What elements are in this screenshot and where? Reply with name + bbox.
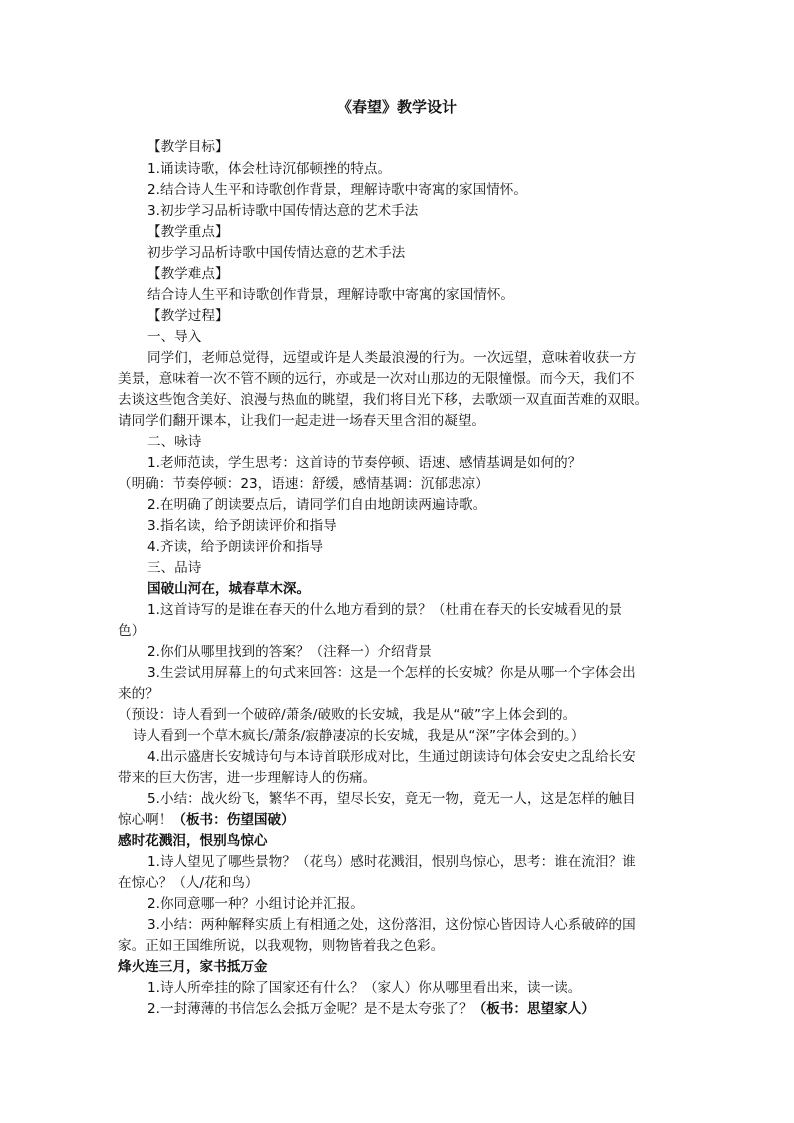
- analysis-q1-line: 色）: [118, 623, 146, 639]
- analysis-q4-line: 4.出示盛唐长安城诗句与本诗首联形成对比，生通过朗读诗句体会安史之乱给长安: [147, 749, 636, 765]
- objective-3: 3.初步学习品析诗歌中国传情达意的艺术手法: [147, 203, 419, 219]
- poem-line-2: 感时花溅泪，恨别鸟惊心: [118, 833, 268, 849]
- analysis-q1-line: 1.这首诗写的是谁在春天的什么地方看到的景？（杜甫在春天的长安城看见的景: [147, 602, 623, 618]
- recite-step-3: 3.指名读，给予朗读评价和指导: [147, 518, 337, 534]
- summary-2-line: 家。正如王国维所说，以我观物，则物皆着我之色彩。: [118, 938, 445, 954]
- recite-step-1: 1.老师范读，学生思考：这首诗的节奏停顿、语速、感情基调是如何的？: [147, 455, 582, 471]
- analysis2-q2: 2.你同意哪一种？小组讨论并汇报。: [147, 896, 364, 912]
- heading-key-points: 【教学重点】: [147, 224, 229, 240]
- board-note-2: （板书：思望家人）: [472, 1001, 595, 1017]
- recite-step-4: 4.齐读，给予朗读评价和指导: [147, 539, 324, 555]
- heading-objectives: 【教学目标】: [147, 139, 229, 155]
- objective-1: 1.诵读诗歌，体会杜诗沉郁顿挫的特点。: [147, 161, 392, 177]
- intro-paragraph-line: 美景，意味着一次不管不顾的远行，亦或是一次对山那边的无限憧憬。而今天，我们不: [118, 371, 635, 387]
- analysis-q2: 2.你们从哪里找到的答案？（注释一）介绍背景: [147, 644, 432, 660]
- section-3-heading: 三、品诗: [147, 560, 202, 576]
- analysis-q3-line: 3.生尝试用屏幕上的句式来回答：这是一个怎样的长安城？你是从哪一个字体会出: [147, 665, 636, 681]
- recite-step-1-answer: （明确：节奏停顿：23，语速：舒缓，感情基调：沉郁悲凉）: [118, 476, 489, 492]
- intro-paragraph-line: 同学们，老师总觉得，远望或许是人类最浪漫的行为。一次远望，意味着收获一方: [147, 350, 637, 366]
- analysis2-q1-line: 1.诗人望见了哪些景物？（花鸟）感时花溅泪，恨别鸟惊心，思考：谁在流泪？谁: [147, 854, 636, 870]
- analysis3-q2-text: 2.一封薄薄的书信怎么会抵万金呢？是不是太夸张了？: [147, 1001, 473, 1017]
- section-1-heading: 一、导入: [147, 329, 202, 345]
- heading-difficulties: 【教学难点】: [147, 266, 229, 282]
- section-2-heading: 二、咏诗: [147, 434, 202, 450]
- preset-answer-line: 诗人看到一个草木疯长/萧条/寂静凄凉的长安城，我是从“深”字体会到的。）: [133, 728, 585, 744]
- summary-1-text: 惊心啊！: [118, 812, 173, 828]
- analysis-q3-line: 来的？: [118, 686, 159, 702]
- objective-2: 2.结合诗人生平和诗歌创作背景，理解诗歌中寄寓的家国情怀。: [147, 182, 527, 198]
- recite-step-2: 2.在明确了朗读要点后，请同学们自由地朗读两遍诗歌。: [147, 497, 487, 513]
- intro-paragraph-line: 请同学们翻开课本，让我们一起走进一场春天里含泪的凝望。: [118, 413, 486, 429]
- poem-line-3: 烽火连三月，家书抵万金: [118, 959, 268, 975]
- board-note-1: （板书：伤望国破）: [172, 812, 295, 828]
- intro-paragraph-line: 去谈这些饱含美好、浪漫与热血的眺望，我们将目光下移，去歌颂一双直面苦难的双眼。: [118, 392, 649, 408]
- analysis3-q2: [147, 998, 707, 1020]
- heading-process: 【教学过程】: [147, 308, 229, 324]
- summary-2-line: 3.小结：两种解释实质上有相通之处，这份落泪，这份惊心皆因诗人心系破碎的国: [147, 917, 636, 933]
- analysis3-q1: 1.诗人所牵挂的除了国家还有什么？（家人）你从哪里看出来，读一读。: [147, 980, 582, 996]
- difficulty-text: 结合诗人生平和诗歌创作背景，理解诗歌中寄寓的家国情怀。: [147, 287, 515, 303]
- preset-answer-line: （预设：诗人看到一个破碎/萧条/破败的长安城，我是从“破”字上体会到的。: [118, 707, 577, 723]
- key-point-text: 初步学习品析诗歌中国传情达意的艺术手法: [147, 245, 406, 261]
- document-title: 《春望》教学设计: [336, 98, 457, 116]
- summary-1-line: 5.小结：战火纷飞，繁华不再，望尽长安，竟无一物，竟无一人，这是怎样的触目: [147, 791, 636, 807]
- analysis-q4-line: 带来的巨大伤害，进一步理解诗人的伤痛。: [118, 770, 377, 786]
- poem-line-1: 国破山河在，城春草木深。: [147, 581, 311, 597]
- analysis2-q1-line: 在惊心？（人/花和鸟）: [118, 875, 259, 891]
- summary-1-line: [118, 809, 678, 831]
